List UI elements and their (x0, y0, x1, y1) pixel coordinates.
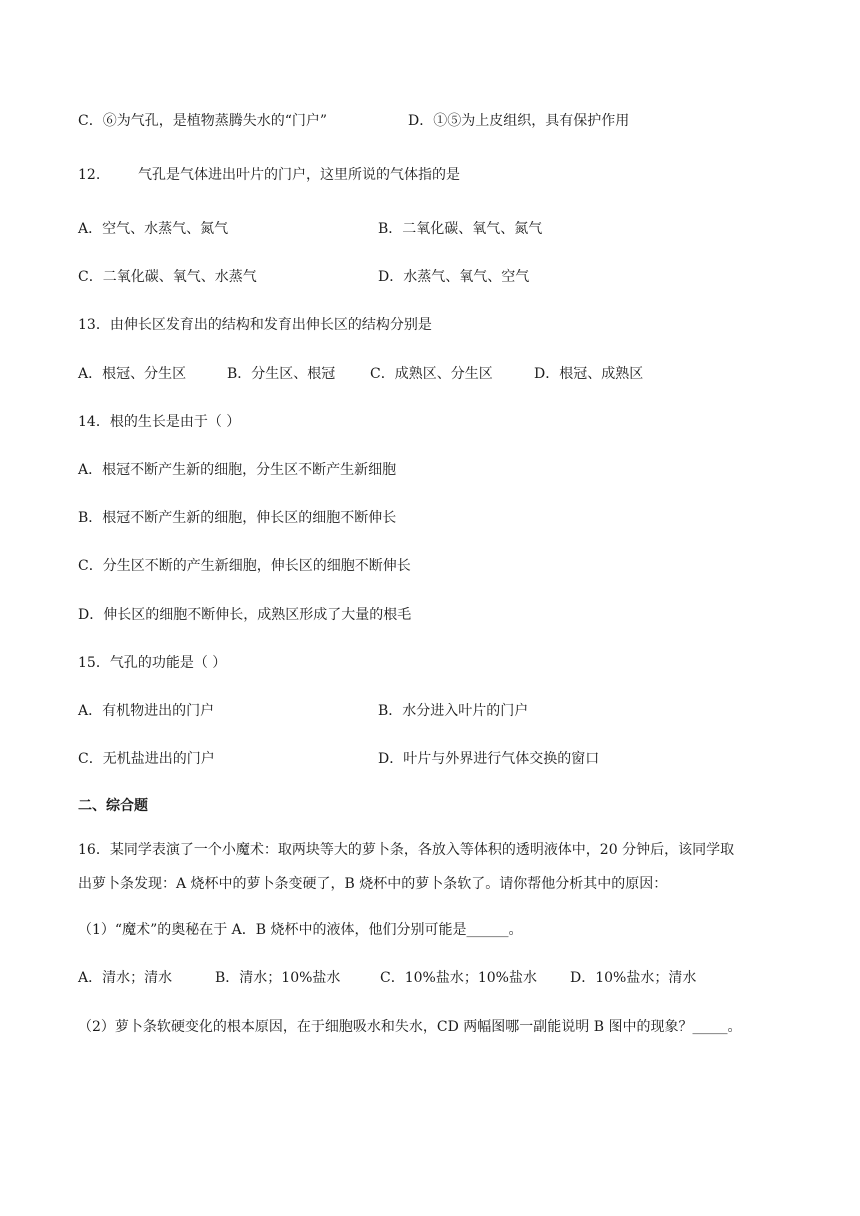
q13-option-b: B．分生区、根冠 (227, 366, 336, 382)
q12-option-a: A．空气、水蒸气、氮气 (78, 221, 229, 237)
q14-stem: 14．根的生长是由于（ ） (78, 414, 241, 430)
q15-stem: 15．气孔的功能是（ ） (78, 655, 227, 671)
q12-option-b: B．二氧化碳、氧气、氮气 (378, 221, 543, 237)
q11-option-d: D．①⑤为上皮组织，具有保护作用 (408, 113, 630, 129)
section-heading: 二、综合题 (78, 798, 148, 814)
q14-option-a: A．根冠不断产生新的细胞，分生区不断产生新细胞 (78, 462, 397, 478)
q14-option-d: D．伸长区的细胞不断伸长，成熟区形成了大量的根毛 (78, 607, 412, 623)
q12-number: 12. (78, 167, 101, 183)
q16-sub1-option-a: A．清水；清水 (78, 970, 173, 986)
q16-sub1-option-c: C．10%盐水；10%盐水 (380, 970, 537, 986)
q12-option-d: D．水蒸气、氧气、空气 (378, 269, 530, 285)
q16-stem-line2: 出萝卜条发现：A 烧杯中的萝卜条变硬了，B 烧杯中的萝卜条软了。请你帮他分析其中的原因： (78, 876, 668, 892)
q12-stem: 气孔是气体进出叶片的门户，这里所说的气体指的是 (138, 167, 460, 183)
q14-option-c: C．分生区不断的产生新细胞，伸长区的细胞不断伸长 (78, 558, 411, 574)
q11-option-c: C．⑥为气孔，是植物蒸腾失水的“门户” (78, 113, 328, 129)
q15-option-b: B．水分进入叶片的门户 (378, 703, 529, 719)
q16-sub1-option-d: D．10%盐水；清水 (570, 970, 697, 986)
q16-sub1: （1）“魔术”的奥秘在于 A．B 烧杯中的液体，他们分别可能是______。 (78, 922, 523, 938)
q14-option-b: B．根冠不断产生新的细胞，伸长区的细胞不断伸长 (78, 510, 397, 526)
q15-option-c: C．无机盐进出的门户 (78, 751, 215, 767)
q13-stem: 13．由伸长区发育出的结构和发育出伸长区的结构分别是 (78, 317, 432, 333)
q13-option-a: A．根冠、分生区 (78, 366, 187, 382)
q15-option-d: D．叶片与外界进行气体交换的窗口 (378, 751, 600, 767)
q16-stem-line1: 16．某同学表演了一个小魔术：取两块等大的萝卜条，各放入等体积的透明液体中，20 分钟后，该同学取 (78, 842, 735, 858)
q16-sub1-option-b: B．清水；10%盐水 (215, 970, 341, 986)
q15-option-a: A．有机物进出的门户 (78, 703, 215, 719)
q13-option-c: C．成熟区、分生区 (370, 366, 493, 382)
q13-option-d: D．根冠、成熟区 (534, 366, 644, 382)
q16-sub2: （2）萝卜条软硬变化的根本原因，在于细胞吸水和失水，CD 两幅图哪一副能说明 B 图中的现象？_____。 (78, 1019, 742, 1035)
q12-option-c: C．二氧化碳、氧气、水蒸气 (78, 269, 257, 285)
